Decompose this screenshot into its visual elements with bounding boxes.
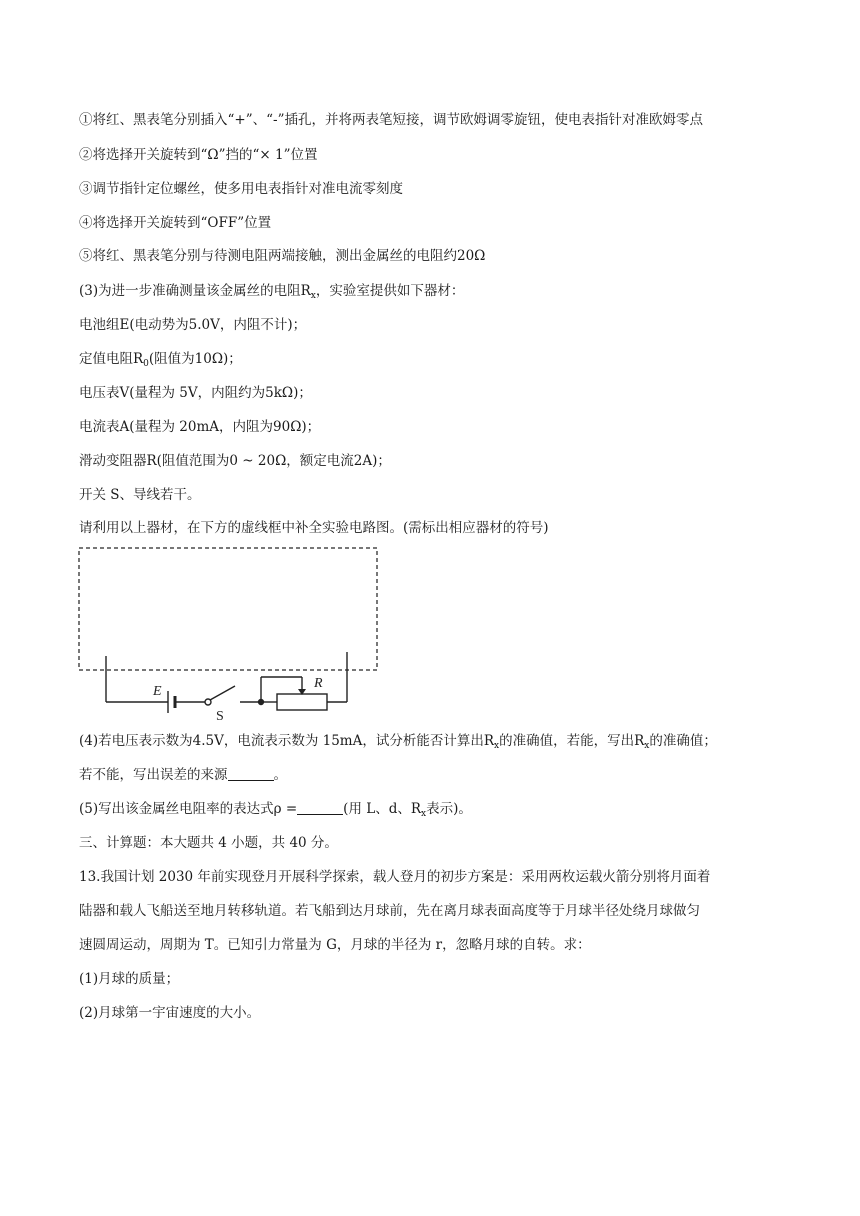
equipment-fixed-resistor: 定值电阻$R_0$(阻值为10Ω)；: [79, 351, 242, 369]
step-5: ⑤将红、黑表笔分别与待测电阻两端接触，测出金属丝的电阻约20Ω: [79, 248, 486, 264]
q13-part1: (1)月球的质量；: [79, 971, 180, 987]
step-4: ④将选择开关旋转到“OFF”位置: [79, 215, 272, 231]
equipment-voltmeter: 电压表V(量程为 5V，内阻约为5kΩ)；: [79, 385, 312, 401]
q3-instruction: 请利用以上器材，在下方的虚线框中补全实验电路图。(需标出相应器材的符号): [79, 520, 549, 536]
equipment-ammeter: 电流表A(量程为 20mA，内阻为90Ω)；: [79, 419, 321, 435]
q13-line2: 陆器和载人飞船送至地月转移轨道。若飞船到达月球前，先在离月球表面高度等于月球半径处绕月球做匀: [79, 903, 700, 919]
answer-blank[interactable]: [297, 800, 343, 815]
answer-blank[interactable]: [228, 766, 274, 781]
q13-line1: 13.我国计划 2030 年前实现登月开展科学探索，载人登月的初步方案是：采用两枚运载火箭分别将月面着: [79, 869, 711, 885]
label-r: R: [314, 676, 323, 691]
q13-line3: 速圆周运动，周期为 T。已知引力常量为 G，月球的半径为 r，忽略月球的自转。求：: [79, 937, 591, 953]
equipment-rheostat: 滑动变阻器R(阻值范围为0 ~ 20Ω，额定电流2A)；: [79, 453, 391, 469]
q3-intro: (3)为进一步准确测量该金属丝的电阻$R_x$，实验室提供如下器材：: [79, 283, 465, 301]
q5: (5)写出该金属丝电阻率的表达式ρ = (用 L、d、$R_x$表示)。: [79, 801, 472, 819]
step-3: ③调节指针定位螺丝，使多用电表指针对准电流零刻度: [79, 181, 403, 197]
q13-part2: (2)月球第一宇宙速度的大小。: [79, 1005, 261, 1021]
step-1: ①将红、黑表笔分别插入“+”、“-”插孔，并将两表笔短接，调节欧姆调零旋钮，使电表指针对准欧姆零点: [79, 112, 703, 128]
section-heading: 三、计算题：本大题共 4 小题，共 40 分。: [79, 835, 338, 851]
q4-line2: 若不能，写出误差的来源 。: [79, 767, 287, 783]
dashed-answer-box: [79, 548, 377, 670]
equipment-battery: 电池组E(电动势为5.0V，内阻不计)；: [79, 317, 307, 333]
label-s: S: [216, 709, 224, 720]
equipment-switch: 开关 S、导线若干。: [79, 487, 201, 503]
q4-line1: (4)若电压表示数为4.5V，电流表示数为 15mA，试分析能否计算出$R_x$的准确值，若能，写出$R_x$的准确值；: [79, 733, 717, 751]
circuit-diagram: [70, 540, 390, 720]
step-2: ②将选择开关旋转到“Ω”挡的“× 1”位置: [79, 147, 318, 163]
rheostat-body: [277, 694, 327, 710]
label-e: E: [153, 684, 162, 699]
switch-blade: [210, 686, 235, 700]
